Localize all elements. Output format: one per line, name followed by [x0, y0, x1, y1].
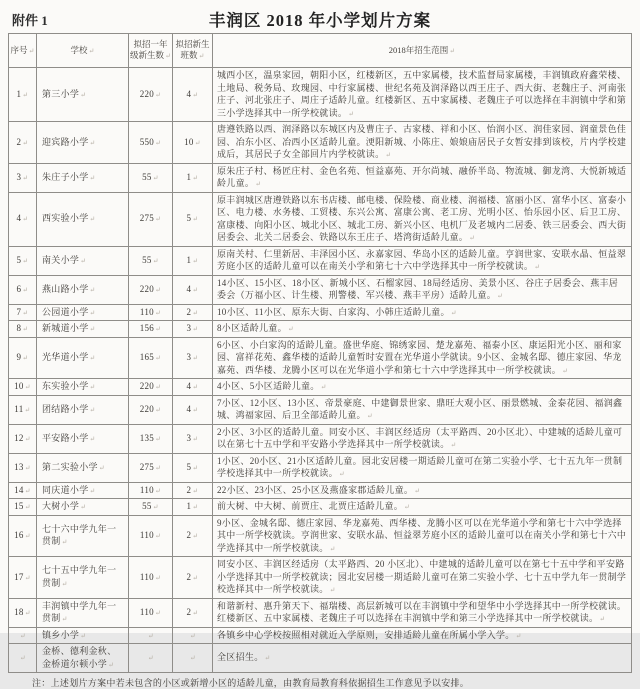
paragraph-mark: ↵ — [89, 173, 96, 182]
table-row — [9, 395, 632, 424]
paragraph-mark: ↵ — [192, 405, 199, 414]
header-school: 学校↵ — [37, 34, 129, 68]
paragraph-mark: ↵ — [287, 325, 295, 333]
classes-cell: 1↵ — [173, 499, 213, 516]
students-cell: 110↵ — [129, 598, 173, 627]
paragraph-mark: ↵ — [22, 285, 29, 294]
classes-cell: 4↵ — [173, 68, 213, 122]
range-cell: 1小区、20小区、21小区适龄儿童。园北安居楼一期适龄儿童可在第二实验小学、七十五九年一贯制学校选择其中一所学校就读。↵ — [213, 453, 632, 482]
paragraph-mark: ↵ — [89, 383, 96, 391]
range-cell: 和谐新村、惠升第天下、福瑞楼、高层新城可以在丰润镇中学和望华中小学选择其中一所学校就读。红楼新区、五中家属楼、老魏庄子可以选择在丰润镇中学和第三小学选择其中一所学校就读。↵ — [213, 598, 632, 627]
range-cell: 6小区、小白家沟的适龄儿童。盛世华庭、锦绣家园、楚龙嘉苑、福泰小区、康运阳光小区、丽和家园、富祥花苑、鑫华楼的适龄儿童暂时安置在光华道小学就读。9小区、金城名邸、德庄家园、华龙嘉苑、西华楼、龙腾小区可以在光华道小学和第七十六中学选择其中一所学校就读。↵ — [213, 337, 632, 379]
table-row — [9, 627, 632, 644]
table-row — [9, 644, 632, 673]
paragraph-mark: ↵ — [515, 631, 522, 640]
range-cell: 原南关村、仁里新居、丰泽园小区、永嘉家园、华岛小区的适龄儿童。亨润世家、安联水晶、恒益翠芳庭小区的适龄儿童可以在南关小学和第七十六中学选择其中一所学校就读。↵ — [213, 246, 632, 275]
table-row — [9, 122, 632, 164]
students-cell: 110↵ — [129, 304, 173, 321]
students-cell: 55↵ — [129, 499, 173, 516]
students-cell: 275↵ — [129, 192, 173, 246]
students-cell: 550↵ — [129, 122, 173, 164]
paragraph-mark: ↵ — [155, 138, 162, 147]
paragraph-mark: ↵ — [155, 434, 162, 443]
classes-cell: 3↵ — [173, 424, 213, 453]
students-cell: 55↵ — [129, 163, 173, 192]
paragraph-mark: ↵ — [264, 654, 271, 663]
students-cell: 220↵ — [129, 68, 173, 122]
paragraph-mark: ↵ — [155, 325, 162, 333]
paragraph-mark: ↵ — [192, 503, 199, 511]
range-cell: 原朱庄子村、杨匠庄村、金色名苑、恒益嘉苑、开尔尚城、融侨半岛、物流城、御龙湾、大悦新城适龄儿童。↵ — [213, 163, 632, 192]
paragraph-mark: ↵ — [194, 138, 201, 147]
range-cell: 全区招生。↵ — [213, 644, 632, 673]
table-row — [9, 275, 632, 304]
table-row — [9, 68, 632, 122]
paragraph-mark: ↵ — [154, 486, 162, 495]
paragraph-mark: ↵ — [24, 383, 31, 391]
range-cell: 同安小区、丰润区经适房（太平路西、20 小区北）、中建城的适龄儿童可以在第七十五中学和平安路小学选择其中一所学校就读；园北安居楼一期适龄儿童可在第二实验小学、七十五中学九年一贯制学校选择其中一所学校就读。↵ — [213, 557, 632, 599]
seq-cell: 12↵ — [9, 424, 37, 453]
paragraph-mark: ↵ — [366, 412, 373, 420]
range-cell: 城西小区，温泉家园，朝阳小区，红楼新区，五中家属楼，技术监督局家属楼，丰润镇政府鑫荣楼、土地局、税务局、玫瑰园、中行家属楼、世纪名苑及润泽路以西王庄子、西大街、老魏庄子、河南张庄子、河北张庄子、周庄子适龄儿童。红楼新区、五中家属楼、老魏庄子可以选择在丰润镇中学和第三小学选择其中一所学校就读。↵ — [213, 68, 632, 122]
seq-cell: 16↵ — [9, 515, 37, 557]
school-cell: 团结路小学↵ — [37, 395, 129, 424]
paragraph-mark: ↵ — [89, 486, 96, 495]
school-cell: 公园道小学↵ — [37, 304, 129, 321]
paragraph-mark: ↵ — [24, 463, 31, 472]
paragraph-mark: ↵ — [155, 383, 162, 391]
paragraph-mark: ↵ — [155, 354, 162, 362]
students-cell: 165↵ — [129, 337, 173, 379]
paragraph-mark: ↵ — [192, 486, 199, 495]
table-row — [9, 424, 632, 453]
paragraph-mark: ↵ — [24, 532, 31, 540]
paragraph-mark: ↵ — [22, 173, 29, 182]
range-cell: 各镇乡中心学校按照相对就近入学原则，安排适龄儿童在所属小学入学。↵ — [213, 627, 632, 644]
range-cell: 22小区、23小区、25小区及燕盛家郡适龄儿童。↵ — [213, 482, 632, 499]
range-cell: 14小区、15小区、18小区、新城小区、石榴家园、18局经适房、美景小区、谷庄子居委会、燕丰居委会（万福小区、计生楼、刑警楼、军兴楼、燕丰平房）适龄儿童。↵ — [213, 275, 632, 304]
range-cell: 10小区、11小区、原东大街、白家沟、小韩庄适龄儿童。↵ — [213, 304, 632, 321]
table-row — [9, 515, 632, 557]
school-cell: 丰润镇中学九年一贯制↵ — [37, 598, 129, 627]
students-cell: 110↵ — [129, 557, 173, 599]
paragraph-mark: ↵ — [89, 215, 96, 224]
range-cell: 8小区适龄儿童。↵ — [213, 321, 632, 338]
header-students: 拟招一年级新生数↵ — [129, 34, 173, 68]
table-row — [9, 304, 632, 321]
paragraph-mark: ↵ — [152, 173, 159, 182]
classes-cell: 4↵ — [173, 379, 213, 396]
table-row — [9, 598, 632, 627]
students-cell: 220↵ — [129, 275, 173, 304]
school-cell: 平安路小学↵ — [37, 424, 129, 453]
paragraph-mark: ↵ — [152, 503, 159, 511]
paragraph-mark: ↵ — [154, 608, 162, 617]
school-cell: 西实验小学↵ — [37, 192, 129, 246]
paragraph-mark: ↵ — [348, 109, 355, 118]
attachment-label: 附件 1 — [12, 13, 48, 28]
classes-cell: 2↵ — [173, 482, 213, 499]
range-cell: 9小区、金城名邸、德庄家园、华龙嘉苑、西华楼、龙腾小区可以在光华道小学和第七十六中学选择其中一所学校就读。亨润世家、安联水晶、恒益翠芳庭小区的适龄儿童可以在南关小学和第七十六中学选择其中一所学校就读。↵ — [213, 515, 632, 557]
table-row — [9, 482, 632, 499]
seq-cell: 8↵ — [9, 321, 37, 338]
table-row — [9, 163, 632, 192]
paragraph-mark: ↵ — [497, 292, 504, 300]
paragraph-mark: ↵ — [24, 608, 31, 617]
school-cell: 第三小学↵ — [37, 68, 129, 122]
paragraph-mark: ↵ — [189, 654, 197, 663]
header-range: 2018年招生范围↵ — [213, 34, 632, 68]
school-cell: 七十五中学九年一贯制↵ — [37, 557, 129, 599]
paragraph-mark: ↵ — [192, 434, 199, 443]
paragraph-mark: ↵ — [154, 308, 162, 317]
classes-cell: 2↵ — [173, 557, 213, 599]
paragraph-mark: ↵ — [155, 463, 162, 472]
paragraph-mark: ↵ — [192, 285, 199, 294]
paragraph-mark: ↵ — [19, 654, 27, 663]
paragraph-mark: ↵ — [89, 285, 96, 294]
students-cell: 275↵ — [129, 453, 173, 482]
school-cell: 新城道小学↵ — [37, 321, 129, 338]
paragraph-mark: ↵ — [192, 256, 199, 265]
range-cell: 7小区、12小区、13小区、帝景豪庭、中建御景世家、鼎旺大观小区、丽景燃城、金泰花园、福润鑫城、鸿福家园、后卫全部适龄儿童。↵ — [213, 395, 632, 424]
paragraph-mark: ↵ — [404, 503, 411, 511]
seq-cell: 9↵ — [9, 337, 37, 379]
school-cell: 金桥、德利金秋、金桥道尔顿小学↵ — [37, 644, 129, 673]
students-cell: 156↵ — [129, 321, 173, 338]
classes-cell: 3↵ — [173, 337, 213, 379]
paragraph-mark: ↵ — [192, 354, 199, 362]
classes-cell — [173, 644, 213, 673]
paragraph-mark: ↵ — [562, 366, 569, 375]
paragraph-mark: ↵ — [89, 308, 96, 317]
school-cell: 七十六中学九年一贯制↵ — [37, 515, 129, 557]
range-cell: 唐遵铁路以西、润泽路以东城区内及曹庄子、古家楼、祥和小区、怡润小区、润佳家园、润童景色佳园、冶东小区、冶西小区适龄儿童。浭阳新城、小陈庄、娘娘庙居民子女暂安排到该校，片内学校建成后，其居民子女全部回片内学校就读。↵ — [213, 122, 632, 164]
school-cell: 光华道小学↵ — [37, 337, 129, 379]
paragraph-mark: ↵ — [22, 325, 29, 333]
classes-cell: 1↵ — [173, 246, 213, 275]
seq-cell: 5↵ — [9, 246, 37, 275]
paragraph-mark: ↵ — [80, 631, 87, 640]
classes-cell: 2↵ — [173, 598, 213, 627]
page-title: 丰润区 2018 年小学划片方案 — [208, 11, 432, 30]
range-cell: 2小区、3小区的适龄儿童。同安小区、丰润区经适房（太平路西、20小区北）、中建城的适龄儿童可以在第七十五中学和平安路小学选择其中一所学校就读。↵ — [213, 424, 632, 453]
school-cell: 大树小学↵ — [37, 499, 129, 516]
table-row — [9, 453, 632, 482]
table-row — [9, 246, 632, 275]
paragraph-mark: ↵ — [192, 383, 199, 391]
seq-cell: 2↵ — [9, 122, 37, 164]
paragraph-mark: ↵ — [469, 234, 476, 242]
paragraph-mark: ↵ — [155, 405, 162, 414]
paragraph-mark: ↵ — [192, 215, 199, 224]
classes-cell: 3↵ — [173, 321, 213, 338]
seq-cell: 11↵ — [9, 395, 37, 424]
paragraph-mark: ↵ — [192, 532, 199, 540]
paragraph-mark: ↵ — [22, 354, 29, 362]
footer-note: 注：上述划片方案中若未包含的小区或新增小区的适龄儿童，由教育局教育科依据招生工作意见予以安排。 — [32, 678, 470, 688]
paragraph-mark: ↵ — [189, 631, 197, 640]
seq-cell: 7↵ — [9, 304, 37, 321]
students-cell — [129, 644, 173, 673]
paragraph-mark: ↵ — [80, 90, 87, 99]
school-cell: 迎宾路小学↵ — [37, 122, 129, 164]
header-classes: 拟招新生班数↵ — [173, 34, 213, 68]
seq-cell: 1↵ — [9, 68, 37, 122]
paragraph-mark: ↵ — [192, 608, 199, 617]
school-cell: 燕山路小学↵ — [37, 275, 129, 304]
seq-cell: 6↵ — [9, 275, 37, 304]
paragraph-mark: ↵ — [154, 532, 162, 540]
seq-cell: 17↵ — [9, 557, 37, 599]
paragraph-mark: ↵ — [80, 503, 87, 511]
paragraph-mark: ↵ — [155, 285, 162, 294]
paragraph-mark: ↵ — [255, 180, 262, 188]
classes-cell — [173, 627, 213, 644]
classes-cell: 5↵ — [173, 192, 213, 246]
paragraph-mark: ↵ — [24, 503, 31, 511]
paragraph-mark: ↵ — [24, 573, 31, 582]
paragraph-mark: ↵ — [165, 52, 171, 60]
paragraph-mark: ↵ — [89, 354, 96, 362]
paragraph-mark: ↵ — [22, 256, 29, 265]
school-cell: 第二实验小学↵ — [37, 453, 129, 482]
classes-cell: 2↵ — [173, 304, 213, 321]
paragraph-mark: ↵ — [24, 405, 31, 414]
paragraph-mark: ↵ — [192, 325, 199, 333]
table-row — [9, 337, 632, 379]
range-cell: 4小区、5小区适龄儿童。↵ — [213, 379, 632, 396]
paragraph-mark: ↵ — [61, 615, 68, 623]
paragraph-mark: ↵ — [22, 308, 29, 317]
paragraph-mark: ↵ — [534, 263, 541, 271]
paragraph-mark: ↵ — [198, 52, 205, 60]
students-cell: 220↵ — [129, 379, 173, 396]
paragraph-mark: ↵ — [385, 151, 392, 159]
paragraph-mark: ↵ — [329, 586, 336, 594]
paragraph-mark: ↵ — [599, 615, 606, 623]
school-cell: 南关小学↵ — [37, 246, 129, 275]
paragraph-mark: ↵ — [329, 544, 336, 553]
seq-cell: 3↵ — [9, 163, 37, 192]
paragraph-mark: ↵ — [192, 463, 199, 472]
students-cell: 55↵ — [129, 246, 173, 275]
paragraph-mark: ↵ — [147, 631, 155, 640]
paragraph-mark: ↵ — [28, 46, 35, 55]
school-cell: 镇乡小学↵ — [37, 627, 129, 644]
table-row — [9, 379, 632, 396]
range-cell: 前大树、中大树、前贾庄、北贾庄适龄儿童。↵ — [213, 499, 632, 516]
seq-cell: 10↵ — [9, 379, 37, 396]
table-row — [9, 557, 632, 599]
table-row — [9, 192, 632, 246]
paragraph-mark: ↵ — [89, 434, 96, 443]
paragraph-mark: ↵ — [61, 579, 68, 588]
paragraph-mark: ↵ — [24, 486, 31, 495]
paragraph-mark: ↵ — [154, 573, 162, 582]
paragraph-mark: ↵ — [192, 573, 199, 582]
classes-cell: 4↵ — [173, 275, 213, 304]
table-row — [9, 321, 632, 338]
paragraph-mark: ↵ — [22, 90, 29, 99]
paragraph-mark: ↵ — [89, 405, 96, 414]
students-cell: 110↵ — [129, 515, 173, 557]
paragraph-mark: ↵ — [338, 470, 346, 478]
classes-cell: 10↵ — [173, 122, 213, 164]
seq-cell: 4↵ — [9, 192, 37, 246]
paragraph-mark: ↵ — [108, 660, 115, 669]
paragraph-mark: ↵ — [449, 46, 456, 55]
paragraph-mark: ↵ — [22, 215, 29, 224]
students-cell: 135↵ — [129, 424, 173, 453]
seq-cell — [9, 627, 37, 644]
paragraph-mark: ↵ — [450, 441, 457, 449]
table-row — [9, 499, 632, 516]
paragraph-mark: ↵ — [89, 138, 96, 147]
paragraph-mark: ↵ — [98, 463, 105, 472]
paragraph-mark: ↵ — [192, 173, 199, 182]
paragraph-mark: ↵ — [155, 215, 162, 224]
document-header — [8, 6, 632, 30]
paragraph-mark: ↵ — [320, 383, 327, 391]
school-cell: 东实验小学↵ — [37, 379, 129, 396]
seq-cell: 14↵ — [9, 482, 37, 499]
paragraph-mark: ↵ — [89, 325, 96, 333]
table-header-row — [9, 34, 632, 68]
seq-cell: 18↵ — [9, 598, 37, 627]
paragraph-mark: ↵ — [414, 486, 421, 495]
paragraph-mark: ↵ — [80, 256, 87, 265]
paragraph-mark: ↵ — [450, 308, 457, 317]
school-cell: 同庆道小学↵ — [37, 482, 129, 499]
classes-cell: 2↵ — [173, 515, 213, 557]
paragraph-mark: ↵ — [155, 90, 162, 99]
paragraph-mark: ↵ — [192, 90, 199, 99]
seq-cell: 13↵ — [9, 453, 37, 482]
table-body — [9, 68, 632, 673]
paragraph-mark: ↵ — [88, 46, 95, 55]
seq-cell: 15↵ — [9, 499, 37, 516]
students-cell: 220↵ — [129, 395, 173, 424]
paragraph-mark: ↵ — [19, 631, 27, 640]
students-cell — [129, 627, 173, 644]
table-header — [9, 34, 632, 68]
paragraph-mark: ↵ — [61, 538, 68, 547]
classes-cell: 4↵ — [173, 395, 213, 424]
seq-cell — [9, 644, 37, 673]
paragraph-mark: ↵ — [192, 308, 199, 317]
classes-cell: 1↵ — [173, 163, 213, 192]
paragraph-mark: ↵ — [22, 138, 29, 147]
classes-cell: 5↵ — [173, 453, 213, 482]
paragraph-mark: ↵ — [24, 434, 31, 443]
school-plan-table — [8, 33, 632, 673]
header-seq: 序号↵ — [9, 34, 37, 68]
students-cell: 110↵ — [129, 482, 173, 499]
paragraph-mark: ↵ — [147, 654, 155, 663]
school-cell: 朱庄子小学↵ — [37, 163, 129, 192]
range-cell: 原丰润城区唐遵铁路以东书店楼、邮电楼、保险楼、商业楼、润福楼、富丽小区、富华小区、富泰小区、电力楼、水务楼、工贸楼、东兴公寓、富康公寓、老工房、光明小区、怡乐园小区、后卫工房、富康楼、向阳小区、城北小区、城北工房、新兴小区、电机厂及老城内二居委、铁三居委会、西大街居委会、北关二居委会、铁路以东王庄子、塔湾街适龄儿童。↵ — [213, 192, 632, 246]
paragraph-mark: ↵ — [152, 256, 159, 265]
